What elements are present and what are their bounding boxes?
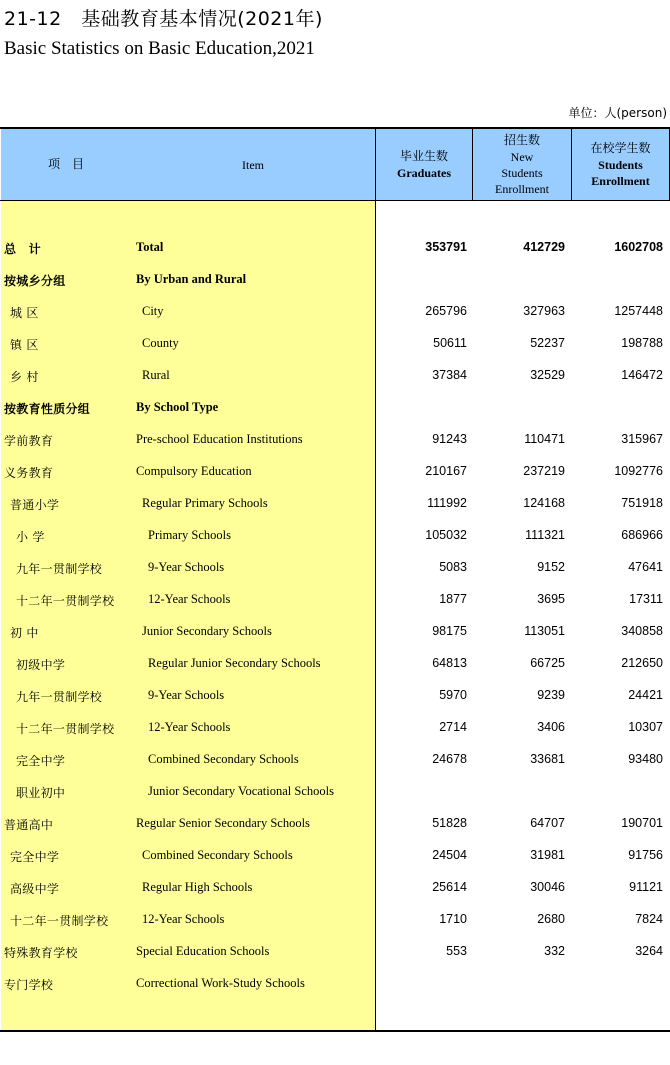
row-label-en: 12-Year Schools (148, 592, 231, 606)
table-row (0, 456, 670, 488)
column-divider (472, 128, 473, 201)
header-item-cn: 项 目 (47, 157, 84, 171)
row-label-cn: 按教育性质分组 (4, 402, 91, 416)
enrollment-value: 10307 (628, 720, 663, 734)
enrollment-value: 212650 (621, 656, 663, 670)
table-row (0, 680, 670, 712)
row-label-cn: 特殊教育学校 (4, 946, 78, 960)
row-label-en: County (142, 336, 179, 350)
row-label-en: Regular Junior Secondary Schools (148, 656, 321, 670)
row-label-cn: 学前教育 (4, 434, 54, 448)
enrollment-value: 1257448 (614, 304, 663, 318)
table-row (0, 744, 670, 776)
new-students-value: 412729 (523, 240, 565, 254)
row-label-en: 9-Year Schools (148, 688, 225, 702)
new-students-value: 9152 (537, 560, 565, 574)
graduates-value: 98175 (432, 624, 467, 638)
enrollment-value: 1602708 (614, 240, 663, 254)
page-title-en: Basic Statistics on Basic Education,2021 (4, 38, 315, 59)
table-row (0, 424, 670, 456)
row-label-cn: 镇 区 (10, 338, 39, 352)
enrollment-value: 91756 (628, 848, 663, 862)
row-label-cn: 十二年一贯制学校 (16, 594, 115, 608)
enrollment-value: 340858 (621, 624, 663, 638)
graduates-value: 5970 (439, 688, 467, 702)
enrollment-value: 1092776 (614, 464, 663, 478)
row-label-en: Primary Schools (148, 528, 231, 542)
table-row (0, 968, 670, 1000)
row-label-en: By School Type (136, 400, 219, 414)
table-row (0, 520, 670, 552)
row-label-en: 12-Year Schools (148, 720, 231, 734)
table-bottom-rule (0, 1030, 670, 1032)
table-row (0, 488, 670, 520)
enrollment-value: 198788 (621, 336, 663, 350)
graduates-value: 25614 (432, 880, 467, 894)
graduates-value: 2714 (439, 720, 467, 734)
row-label-en: Pre-school Education Institutions (136, 432, 303, 446)
graduates-value: 105032 (425, 528, 467, 542)
new-students-value: 110471 (524, 432, 565, 446)
new-students-value: 332 (544, 944, 565, 958)
table-row (0, 264, 670, 296)
new-students-value: 33681 (530, 752, 565, 766)
row-label-cn: 完全中学 (16, 754, 66, 768)
table-row (0, 328, 670, 360)
row-label-en: Total (136, 240, 164, 254)
new-students-value: 30046 (530, 880, 565, 894)
table-row (0, 872, 670, 904)
row-label-en: Rural (142, 368, 170, 382)
table-row (0, 776, 670, 808)
table-row (0, 232, 670, 264)
row-label-cn: 专门学校 (4, 978, 54, 992)
row-label-cn: 九年一贯制学校 (16, 562, 103, 576)
graduates-value: 111992 (427, 496, 467, 510)
new-students-value: 3695 (537, 592, 565, 606)
graduates-value: 37384 (432, 368, 467, 382)
new-students-value: 113051 (524, 624, 565, 638)
graduates-value: 91243 (432, 432, 467, 446)
new-students-value: 111321 (525, 528, 565, 542)
graduates-value: 50611 (433, 336, 467, 350)
row-label-cn: 九年一贯制学校 (16, 690, 103, 704)
row-label-cn: 普通小学 (10, 498, 60, 512)
row-label-cn: 总 计 (4, 242, 41, 256)
new-students-value: 64707 (530, 816, 565, 830)
header-enrollment: 在校学生数 Students Enrollment (590, 141, 651, 188)
new-students-value: 124168 (523, 496, 565, 510)
row-label-en: Junior Secondary Vocational Schools (148, 784, 334, 798)
table-row (0, 648, 670, 680)
enrollment-value: 315967 (621, 432, 663, 446)
row-label-en: Compulsory Education (136, 464, 252, 478)
row-label-cn: 小 学 (16, 530, 45, 544)
graduates-value: 1710 (439, 912, 467, 926)
row-label-cn: 城 区 (10, 306, 39, 320)
table-top-rule (0, 127, 670, 129)
table-row (0, 936, 670, 968)
enrollment-value: 17311 (629, 592, 663, 606)
row-label-en: By Urban and Rural (136, 272, 247, 286)
row-label-cn: 按城乡分组 (4, 274, 66, 288)
new-students-value: 9239 (537, 688, 565, 702)
enrollment-value: 3264 (635, 944, 663, 958)
enrollment-value: 751918 (621, 496, 663, 510)
graduates-value: 24504 (432, 848, 467, 862)
header-new-students: 招生数 New Students Enrollment (495, 133, 549, 196)
enrollment-value: 47641 (628, 560, 663, 574)
unit-label: 单位：人(person) (568, 106, 667, 120)
new-students-value: 32529 (530, 368, 565, 382)
row-label-cn: 十二年一贯制学校 (10, 914, 109, 928)
new-students-value: 66725 (530, 656, 565, 670)
table-row (0, 584, 670, 616)
row-label-cn: 乡 村 (10, 370, 39, 384)
new-students-value: 3406 (537, 720, 565, 734)
row-label-en: Correctional Work-Study Schools (136, 976, 305, 990)
row-label-en: 12-Year Schools (142, 912, 225, 926)
table-row (0, 360, 670, 392)
new-students-value: 31981 (530, 848, 565, 862)
header-graduates: 毕业生数 Graduates (397, 149, 451, 180)
page-title-cn: 21-12 基础教育基本情况(2021年) (4, 8, 323, 30)
enrollment-value: 7824 (635, 912, 663, 926)
graduates-value: 210167 (425, 464, 467, 478)
row-label-cn: 初 中 (10, 626, 39, 640)
header-item-en: Item (242, 157, 264, 172)
graduates-value: 265796 (425, 304, 467, 318)
row-label-en: City (142, 304, 164, 318)
table-row (0, 840, 670, 872)
new-students-value: 52237 (530, 336, 565, 350)
new-students-value: 237219 (523, 464, 565, 478)
row-label-en: Combined Secondary Schools (148, 752, 299, 766)
header-bottom-rule (0, 200, 670, 201)
row-label-en: Special Education Schools (136, 944, 270, 958)
row-label-en: Combined Secondary Schools (142, 848, 293, 862)
new-students-value: 327963 (523, 304, 565, 318)
graduates-value: 353791 (425, 240, 467, 254)
new-students-value: 2680 (537, 912, 565, 926)
graduates-value: 553 (446, 944, 467, 958)
table-row (0, 552, 670, 584)
enrollment-value: 93480 (628, 752, 663, 766)
row-label-cn: 十二年一贯制学校 (16, 722, 115, 736)
enrollment-value: 686966 (621, 528, 663, 542)
table-row (0, 712, 670, 744)
row-label-en: Junior Secondary Schools (142, 624, 272, 638)
row-label-en: 9-Year Schools (148, 560, 225, 574)
table-row (0, 904, 670, 936)
graduates-value: 5083 (439, 560, 467, 574)
table-row (0, 808, 670, 840)
row-label-cn: 普通高中 (4, 818, 54, 832)
row-label-cn: 高级中学 (10, 882, 60, 896)
row-label-en: Regular Primary Schools (142, 496, 268, 510)
enrollment-value: 24421 (628, 688, 663, 702)
row-label-en: Regular High Schools (142, 880, 253, 894)
graduates-value: 1877 (439, 592, 467, 606)
column-divider (571, 128, 572, 201)
table-row (0, 296, 670, 328)
table-row (0, 616, 670, 648)
graduates-value: 24678 (432, 752, 467, 766)
table-row (0, 392, 670, 424)
row-label-cn: 完全中学 (10, 850, 60, 864)
row-label-cn: 初级中学 (16, 658, 66, 672)
enrollment-value: 190701 (621, 816, 663, 830)
graduates-value: 64813 (432, 656, 467, 670)
graduates-value: 51828 (432, 816, 467, 830)
row-label-cn: 职业初中 (16, 786, 66, 800)
row-label-en: Regular Senior Secondary Schools (136, 816, 310, 830)
enrollment-value: 146472 (621, 368, 663, 382)
row-label-cn: 义务教育 (4, 466, 54, 480)
enrollment-value: 91121 (629, 880, 663, 894)
